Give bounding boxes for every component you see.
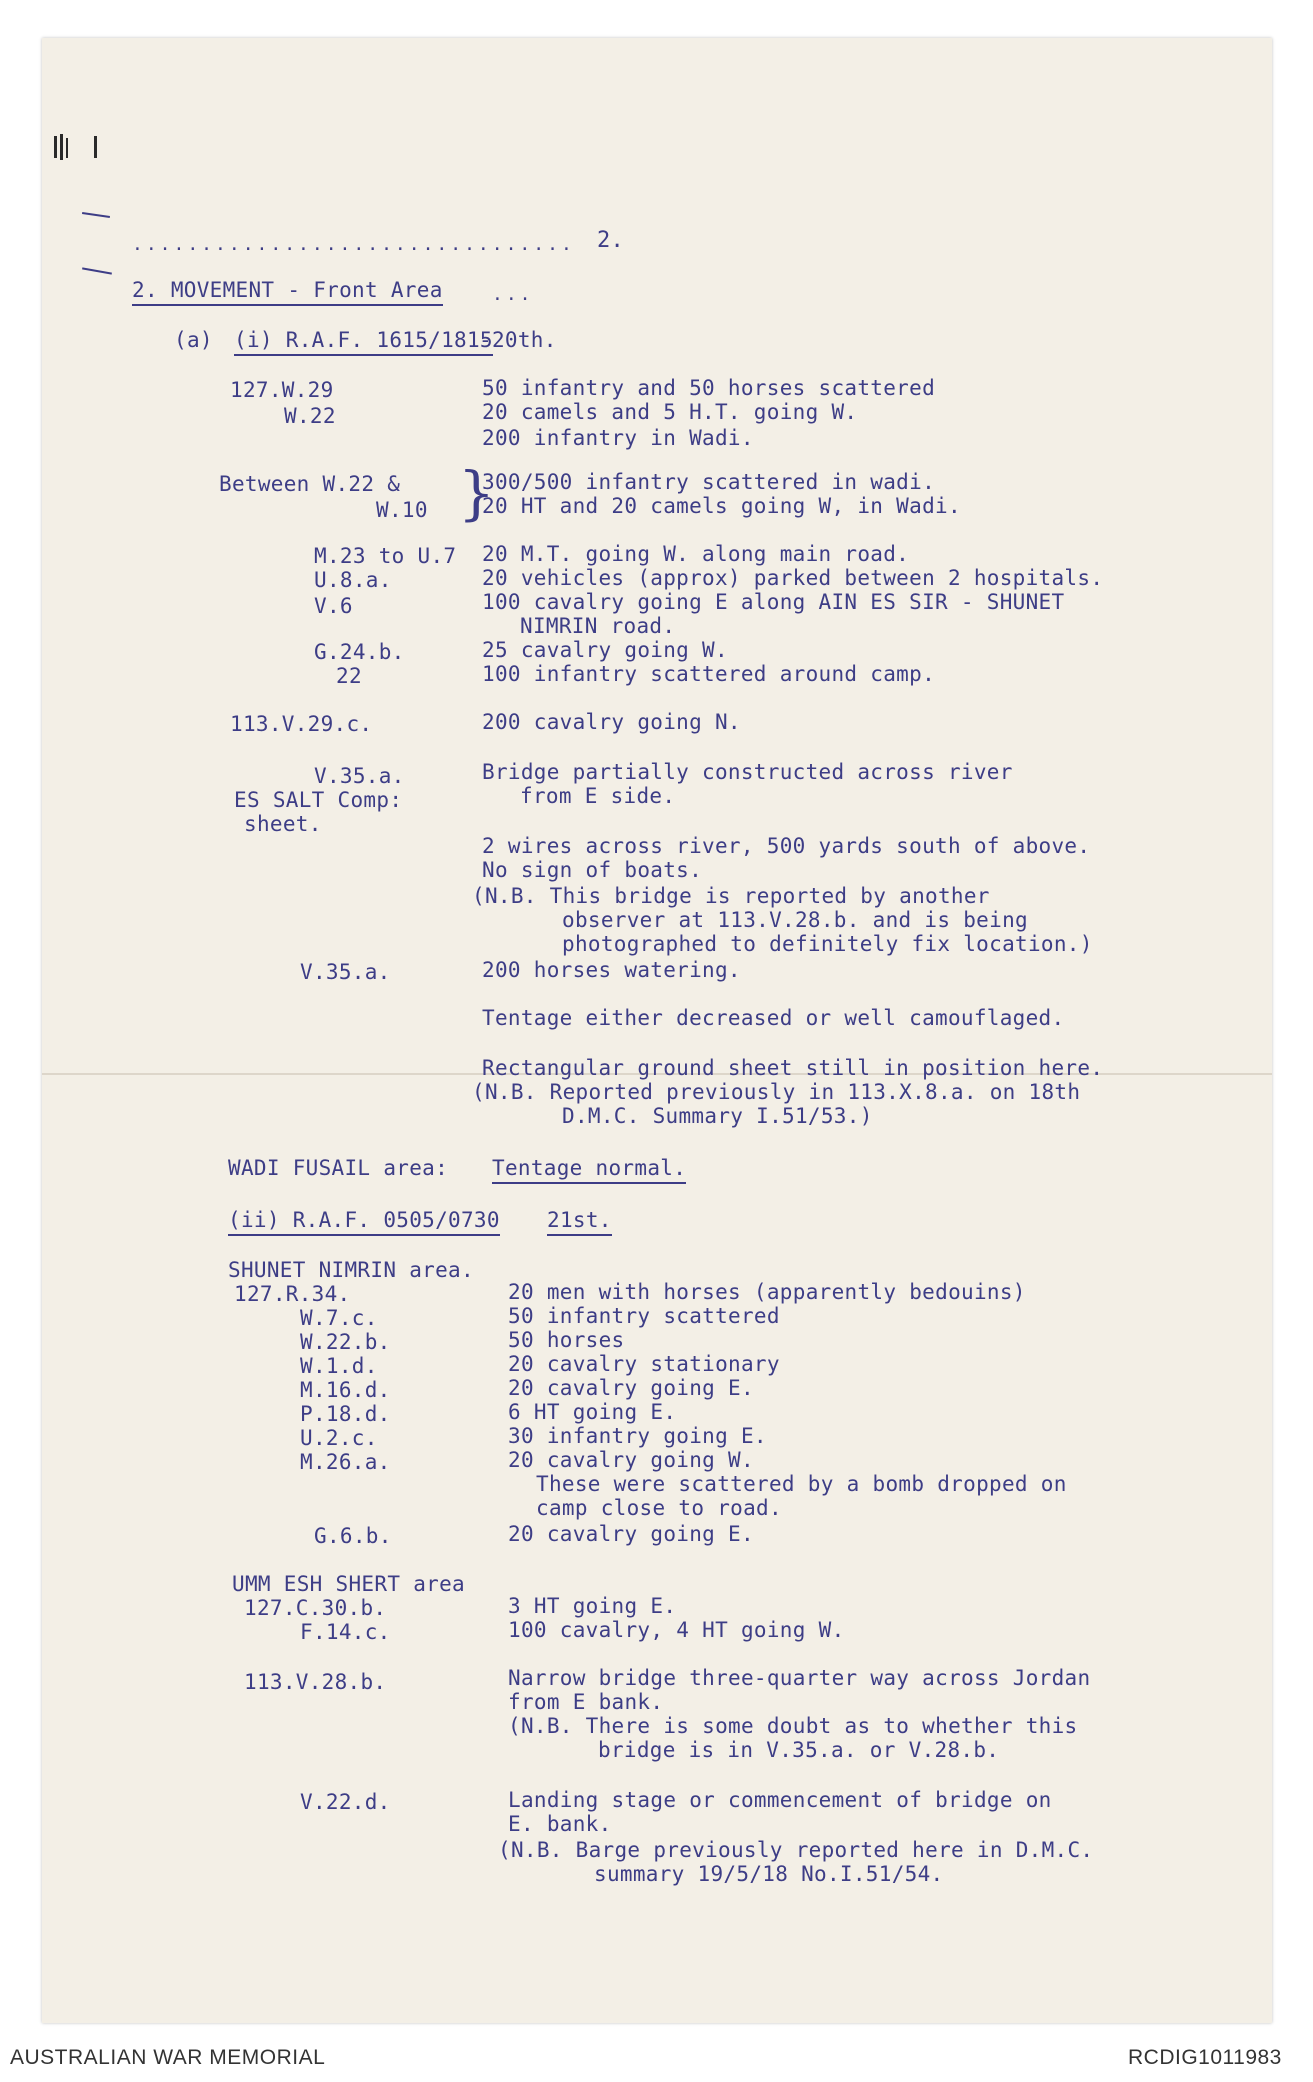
report-text: 20 men with horses (apparently bedouins)	[508, 1280, 1026, 1304]
grid-ref: 127.R.34.	[234, 1282, 351, 1306]
report-text: 25 cavalry going W.	[482, 638, 728, 662]
report-text: camp close to road.	[536, 1496, 782, 1520]
grid-ref: M.16.d.	[300, 1378, 391, 1402]
grid-ref: W.22.b.	[300, 1330, 391, 1354]
document-page	[42, 38, 1272, 2023]
subsection-date: 21st.	[547, 1208, 612, 1236]
grid-ref: Between W.22 &	[219, 472, 401, 496]
report-text: observer at 113.V.28.b. and is being	[562, 908, 1028, 932]
report-text: 200 horses watering.	[482, 958, 741, 982]
area-label: UMM ESH SHERT area	[232, 1572, 465, 1596]
report-text: Landing stage or commencement of bridge on	[508, 1788, 1052, 1812]
grid-ref: V.35.a.	[300, 960, 391, 984]
report-text: 20 camels and 5 H.T. going W.	[482, 400, 858, 424]
grid-ref: sheet.	[244, 812, 322, 836]
subsection-date: -20th.	[479, 328, 557, 352]
report-text: 200 cavalry going N.	[482, 710, 741, 734]
grid-ref: 22	[336, 664, 362, 688]
grid-ref: W.1.d.	[300, 1354, 378, 1378]
grid-ref: ES SALT Comp:	[234, 788, 403, 812]
report-text: E. bank.	[508, 1812, 612, 1836]
report-text: 20 cavalry going W.	[508, 1448, 754, 1472]
footer-right: RCDIG1011983	[1128, 2046, 1282, 2069]
margin-hatch	[82, 212, 110, 218]
grid-ref: 127.C.30.b.	[244, 1596, 387, 1620]
report-text: summary 19/5/18 No.I.51/54.	[594, 1862, 944, 1886]
report-text: 50 infantry and 50 horses scattered	[482, 376, 936, 400]
report-text: 30 infantry going E.	[508, 1424, 767, 1448]
grid-ref: F.14.c.	[300, 1620, 391, 1644]
report-text: photographed to definitely fix location.)	[562, 932, 1093, 956]
report-text: Rectangular ground sheet still in position here.	[482, 1056, 1104, 1080]
report-text: D.M.C. Summary I.51/53.)	[562, 1104, 873, 1128]
margin-mark	[54, 136, 57, 158]
report-text: 50 infantry scattered	[508, 1304, 780, 1328]
grid-ref: M.23 to U.7	[314, 544, 457, 568]
grid-ref: V.22.d.	[300, 1790, 391, 1814]
footer-left: AUSTRALIAN WAR MEMORIAL	[10, 2046, 326, 2069]
report-text: 100 cavalry, 4 HT going W.	[508, 1618, 845, 1642]
heading-dots: ...	[492, 284, 534, 305]
grid-ref: V.6	[314, 594, 353, 618]
report-text: 20 vehicles (approx) parked between 2 hospitals.	[482, 566, 1104, 590]
grid-ref: 113.V.29.c.	[230, 712, 373, 736]
brace: }	[458, 459, 495, 527]
report-text: from E bank.	[508, 1690, 664, 1714]
grid-ref: V.35.a.	[314, 764, 405, 788]
report-text: 20 cavalry going E.	[508, 1376, 754, 1400]
margin-mark	[94, 136, 97, 158]
report-text: 20 cavalry going E.	[508, 1522, 754, 1546]
grid-ref: W.7.c.	[300, 1306, 378, 1330]
report-text: 100 cavalry going E along AIN ES SIR - SHUNET	[482, 590, 1065, 614]
report-text: 200 infantry in Wadi.	[482, 426, 754, 450]
report-text: Tentage normal.	[492, 1156, 686, 1184]
grid-ref: U.8.a.	[314, 568, 392, 592]
margin-mark	[60, 134, 63, 160]
report-text: 2 wires across river, 500 yards south of above.	[482, 834, 1091, 858]
grid-ref: 113.V.28.b.	[244, 1670, 387, 1694]
margin-hatch	[82, 267, 112, 274]
report-text: from E side.	[520, 784, 676, 808]
grid-ref: U.2.c.	[300, 1426, 378, 1450]
report-text: 6 HT going E.	[508, 1400, 677, 1424]
report-text: (N.B. This bridge is reported by another	[472, 884, 990, 908]
report-text: These were scattered by a bomb dropped on	[536, 1472, 1067, 1496]
dotted-rule: ................................	[132, 234, 575, 255]
page-number: 2.	[597, 228, 625, 253]
area-label: WADI FUSAIL area:	[228, 1156, 449, 1180]
report-text: No sign of boats.	[482, 858, 703, 882]
report-text: (N.B. Reported previously in 113.X.8.a. on 18th	[472, 1080, 1081, 1104]
report-text: 20 cavalry stationary	[508, 1352, 780, 1376]
margin-mark	[66, 138, 68, 158]
report-text: 50 horses	[508, 1328, 625, 1352]
report-text: (N.B. There is some doubt as to whether this	[508, 1714, 1078, 1738]
grid-ref: M.26.a.	[300, 1450, 391, 1474]
report-text: 20 HT and 20 camels going W, in Wadi.	[482, 494, 961, 518]
report-text: NIMRIN road.	[520, 614, 676, 638]
area-label: SHUNET NIMRIN area.	[228, 1258, 474, 1282]
subsection-heading: (ii) R.A.F. 0505/0730	[228, 1208, 500, 1236]
grid-ref: 127.W.29	[230, 378, 334, 402]
subsection-heading: (i) R.A.F. 1615/1815	[234, 328, 493, 356]
grid-ref: G.6.b.	[314, 1524, 392, 1548]
report-text: 3 HT going E.	[508, 1594, 677, 1618]
grid-ref: W.22	[284, 404, 336, 428]
grid-ref: G.24.b.	[314, 640, 405, 664]
grid-ref: W.10	[376, 498, 428, 522]
report-text: Tentage either decreased or well camouflaged.	[482, 1006, 1065, 1030]
report-text: 20 M.T. going W. along main road.	[482, 542, 910, 566]
subsection-label: (a)	[174, 328, 213, 352]
report-text: 100 infantry scattered around camp.	[482, 662, 936, 686]
report-text: Bridge partially constructed across river	[482, 760, 1013, 784]
report-text: (N.B. Barge previously reported here in D.M.C.	[498, 1838, 1094, 1862]
report-text: Narrow bridge three-quarter way across Jordan	[508, 1666, 1091, 1690]
section-heading: 2. MOVEMENT - Front Area	[132, 278, 443, 306]
report-text: bridge is in V.35.a. or V.28.b.	[598, 1738, 1000, 1762]
grid-ref: P.18.d.	[300, 1402, 391, 1426]
report-text: 300/500 infantry scattered in wadi.	[482, 470, 936, 494]
